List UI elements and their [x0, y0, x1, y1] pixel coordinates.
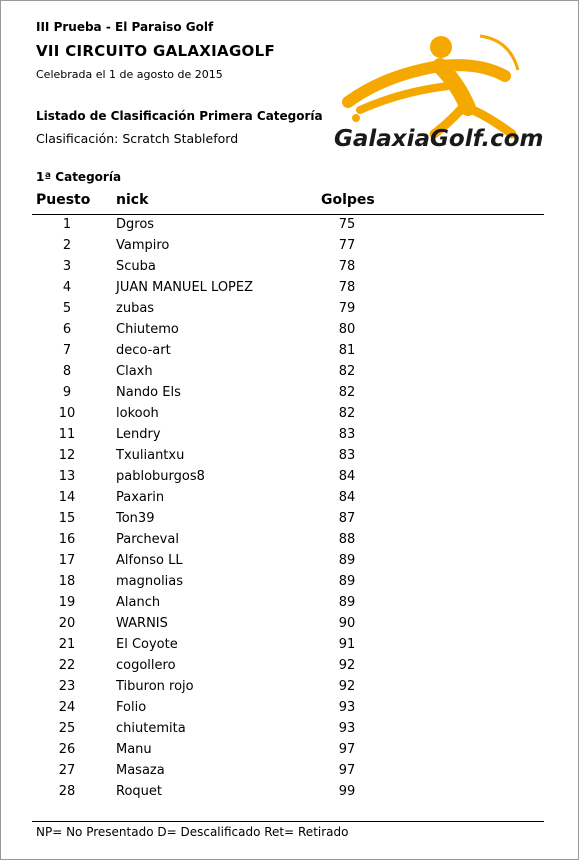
- table-row: [0, 404, 579, 425]
- table-row: [0, 656, 579, 677]
- row-score: 78: [338, 280, 356, 295]
- row-position: 25: [58, 721, 76, 736]
- row-nick: deco-art: [116, 343, 171, 358]
- row-position: 1: [62, 217, 72, 232]
- table-row: [0, 425, 579, 446]
- table-row: [0, 740, 579, 761]
- row-nick: Folio: [116, 700, 147, 715]
- row-score: 81: [338, 343, 356, 358]
- row-position: 8: [62, 364, 72, 379]
- row-position: 20: [58, 616, 76, 631]
- table-row: [0, 698, 579, 719]
- table-row: [0, 383, 579, 404]
- row-score: 89: [338, 553, 356, 568]
- table-row: [0, 467, 579, 488]
- row-nick: zubas: [116, 301, 155, 316]
- row-score: 90: [338, 616, 356, 631]
- table-row: [0, 530, 579, 551]
- row-score: 84: [338, 490, 356, 505]
- row-score: 89: [338, 574, 356, 589]
- listing-title: Listado de Clasificación Primera Categoría: [36, 109, 323, 123]
- row-score: 78: [338, 259, 356, 274]
- table-header: [0, 192, 579, 214]
- col-header-puesto: Puesto: [36, 192, 91, 208]
- col-header-nick: nick: [116, 192, 149, 208]
- table-row: [0, 593, 579, 614]
- table-row: [0, 446, 579, 467]
- row-position: 18: [58, 574, 76, 589]
- row-position: 24: [58, 700, 76, 715]
- row-nick: Alanch: [116, 595, 161, 610]
- table-row: [0, 362, 579, 383]
- row-position: 11: [58, 427, 76, 442]
- row-position: 17: [58, 553, 76, 568]
- row-position: 28: [58, 784, 76, 799]
- row-position: 14: [58, 490, 76, 505]
- table-row: [0, 635, 579, 656]
- row-position: 27: [58, 763, 76, 778]
- row-score: 89: [338, 595, 356, 610]
- row-position: 15: [58, 511, 76, 526]
- row-nick: Claxh: [116, 364, 153, 379]
- table-row: [0, 614, 579, 635]
- row-score: 82: [338, 406, 356, 421]
- footer-divider: [32, 821, 544, 822]
- row-nick: Ton39: [116, 511, 155, 526]
- row-nick: JUAN MANUEL LOPEZ: [116, 280, 254, 295]
- row-nick: Scuba: [116, 259, 156, 274]
- row-score: 88: [338, 532, 356, 547]
- row-nick: Paxarin: [116, 490, 165, 505]
- legend-note: NP= No Presentado D= Descalificado Ret= Retirado: [36, 825, 349, 839]
- row-score: 83: [338, 427, 356, 442]
- row-score: 93: [338, 721, 356, 736]
- table-row: [0, 719, 579, 740]
- row-position: 22: [58, 658, 76, 673]
- row-position: 26: [58, 742, 76, 757]
- row-nick: Txuliantxu: [116, 448, 185, 463]
- row-nick: Dgros: [116, 217, 155, 232]
- table-row: [0, 299, 579, 320]
- row-score: 99: [338, 784, 356, 799]
- table-row: [0, 215, 579, 236]
- table-row: [0, 236, 579, 257]
- table-row: [0, 488, 579, 509]
- row-position: 16: [58, 532, 76, 547]
- col-header-golpes: Golpes: [321, 192, 375, 208]
- event-title: III Prueba - El Paraiso Golf: [36, 20, 214, 34]
- logo-text: GalaxiaGolf.com: [334, 126, 544, 152]
- table-row: [0, 677, 579, 698]
- row-score: 75: [338, 217, 356, 232]
- table-row: [0, 341, 579, 362]
- row-position: 9: [62, 385, 72, 400]
- row-nick: chiutemita: [116, 721, 186, 736]
- row-position: 19: [58, 595, 76, 610]
- row-nick: pabloburgos8: [116, 469, 205, 484]
- row-nick: Masaza: [116, 763, 165, 778]
- row-nick: Nando Els: [116, 385, 181, 400]
- row-nick: cogollero: [116, 658, 176, 673]
- row-position: 13: [58, 469, 76, 484]
- table-row: [0, 257, 579, 278]
- row-score: 83: [338, 448, 356, 463]
- row-nick: Parcheval: [116, 532, 179, 547]
- row-nick: Tiburon rojo: [116, 679, 194, 694]
- row-nick: Alfonso LL: [116, 553, 183, 568]
- table-row: [0, 761, 579, 782]
- row-nick: Manu: [116, 742, 152, 757]
- row-score: 97: [338, 763, 356, 778]
- row-position: 2: [62, 238, 72, 253]
- row-position: 4: [62, 280, 72, 295]
- row-nick: magnolias: [116, 574, 184, 589]
- row-score: 97: [338, 742, 356, 757]
- row-position: 21: [58, 637, 76, 652]
- row-nick: Lendry: [116, 427, 161, 442]
- row-position: 6: [62, 322, 72, 337]
- row-position: 7: [62, 343, 72, 358]
- row-position: 23: [58, 679, 76, 694]
- row-nick: WARNIS: [116, 616, 168, 631]
- table-row: [0, 572, 579, 593]
- table-row: [0, 551, 579, 572]
- row-score: 93: [338, 700, 356, 715]
- row-nick: El Coyote: [116, 637, 178, 652]
- row-score: 77: [338, 238, 356, 253]
- galaxiagolf-logo: [330, 30, 560, 165]
- row-score: 92: [338, 679, 356, 694]
- row-score: 79: [338, 301, 356, 316]
- golfer-logo-icon: [330, 30, 560, 165]
- classification-type: Clasificación: Scratch Stableford: [36, 131, 239, 146]
- table-row: [0, 782, 579, 803]
- event-date: Celebrada el 1 de agosto de 2015: [36, 68, 223, 81]
- row-position: 3: [62, 259, 72, 274]
- category-label: 1ª Categoría: [36, 170, 122, 184]
- row-score: 92: [338, 658, 356, 673]
- row-position: 5: [62, 301, 72, 316]
- row-score: 82: [338, 364, 356, 379]
- row-score: 80: [338, 322, 356, 337]
- table-row: [0, 509, 579, 530]
- table-row: [0, 278, 579, 299]
- row-score: 87: [338, 511, 356, 526]
- row-nick: Roquet: [116, 784, 162, 799]
- row-nick: Vampiro: [116, 238, 170, 253]
- row-nick: lokooh: [116, 406, 159, 421]
- row-position: 10: [58, 406, 76, 421]
- row-score: 91: [338, 637, 356, 652]
- table-row: [0, 320, 579, 341]
- row-score: 84: [338, 469, 356, 484]
- circuit-title: VII CIRCUITO GALAXIAGOLF: [36, 42, 276, 60]
- row-position: 12: [58, 448, 76, 463]
- row-nick: Chiutemo: [116, 322, 179, 337]
- ranking-table: [0, 215, 579, 803]
- row-score: 82: [338, 385, 356, 400]
